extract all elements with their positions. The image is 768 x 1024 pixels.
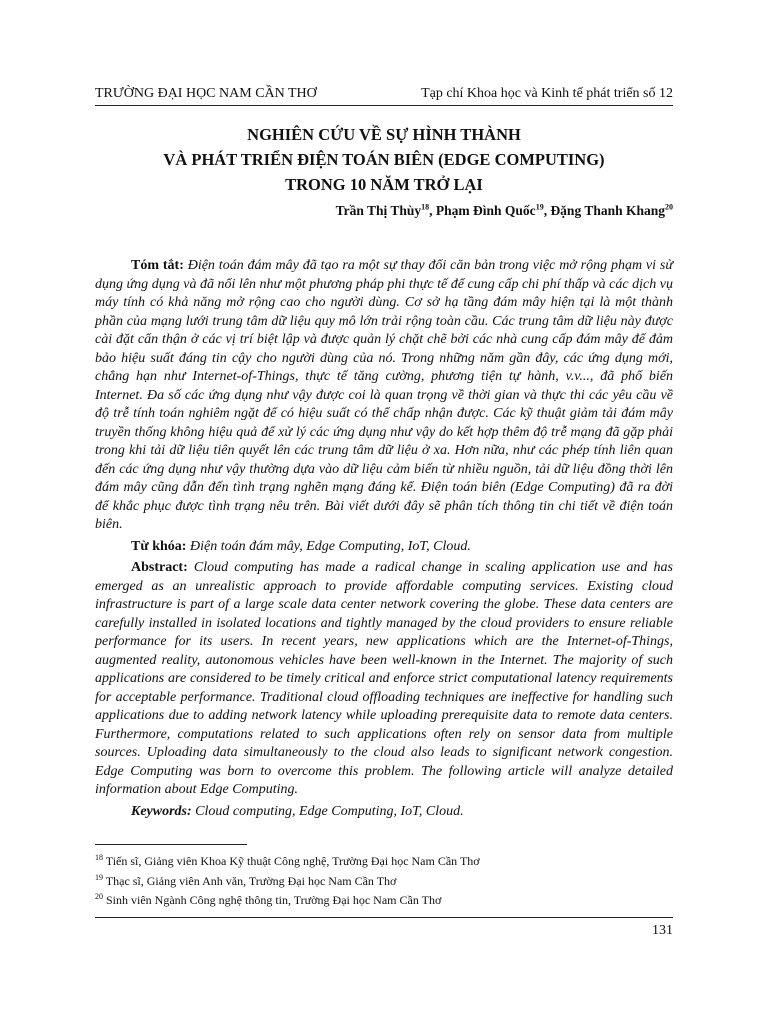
- title-line-3: TRONG 10 NĂM TRỞ LẠI: [285, 175, 483, 194]
- footnote: [95, 891, 673, 911]
- keywords-vi-text: Điện toán đám mây, Edge Computing, IoT, Cloud.: [186, 538, 471, 554]
- running-header: [95, 86, 673, 102]
- paper-title: [95, 122, 673, 197]
- footnote-number: 18: [95, 853, 103, 862]
- keywords-en-label: Keywords:: [131, 803, 192, 819]
- author-name: Đặng Thanh Khang: [550, 203, 665, 218]
- abstract-en-text: Cloud computing has made a radical change in scaling application use and has emerged as an unrealistic approach to provide affordable computing services. Existing cloud infrastructure is part of a large scale data center network covering the globe. These data centers are carefully installed in isolated locations and tightly managed by the cloud providers to ensure reliable performance for its users. In recent years, new applications which are the Internet-of-Things, augmented reality, autonomous vehicles have been well-known in the Internet. The majority of such applications are considered to be timely critical and enforce strict computational latency requirements for acceptable performance. Traditional cloud offloading techniques are ineffective for handling such applications due to adding network latency while uploading prerequisite data to remote data centers. Furthermore, computations related to such applications often rely on sensor data from multiple sources. Uploading data simultaneously to the cloud also leads to significant network congestion. Edge Computing was born to overcome this problem. The following article will analyze detailed information about Edge Computing.: [95, 560, 673, 797]
- header-journal: Tạp chí Khoa học và Kinh tế phát triển số 12: [421, 86, 673, 101]
- header-divider: [95, 105, 673, 106]
- footnote-text: Tiến sĩ, Giảng viên Khoa Kỹ thuật Công nghệ, Trường Đại học Nam Cần Thơ: [103, 854, 480, 868]
- abstract-en: [95, 559, 673, 800]
- footnote-text: Thạc sĩ, Giảng viên Anh văn, Trường Đại học Nam Cần Thơ: [103, 873, 397, 888]
- author-separator: ,: [429, 203, 436, 218]
- author-name: Trần Thị Thùy: [335, 203, 422, 218]
- footnotes: [95, 852, 673, 911]
- summary-vi-text: Điện toán đám mây đã tạo ra một sự thay đổi căn bản trong việc mở rộng phạm vi sử dụng ứng dụng và đã nổi lên như một phương pháp phi thực tế để cung cấp chi phí thấp và các dịch vụ máy tính có khả năng mở rộng cao cho người dùng. Cơ sở hạ tầng đám mây hiện tại là một thành phần của mạng lưới trung tâm dữ liệu quy mô lớn trải rộng toàn cầu. Các trung tâm dữ liệu này được cài đặt cẩn thận ở các vị trí biệt lập và được quản lý chặt chẽ bởi các nhà cung cấp đám mây để đảm bảo hiệu suất đáng tin cậy cho người dùng của nó. Trong những năm gần đây, các ứng dụng mới, chẳng hạn như Internet-of-Things, thực tế tăng cường, phương tiện tự hành, v.v..., đã phổ biến Internet. Đa số các ứng dụng như vậy được coi là quan trọng về thời gian và thực thi các yêu cầu về độ trễ tính toán nghiêm ngặt để có hiệu suất có thể chấp nhận được. Các kỹ thuật giảm tải đám mây truyền thống không hiệu quả để xử lý các ứng dụng như vậy do kết hợp thêm độ trễ mạng đã gặp phải trong khi tải dữ liệu tiên quyết lên các trung tâm dữ liệu ở xa. Hơn nữa, như các phép tính liên quan đến các ứng dụng như vậy thường dựa vào dữ liệu cảm biến từ nhiều nguồn, tải dữ liệu đồng thời lên đám mây cũng dẫn đến tình trạng nghẽn mạng đáng kể. Điện toán biên (Edge Computing) đã ra đời để khắc phục được tình trạng nêu trên. Bài viết dưới đây sẽ phân tích thông tin chi tiết về điện toán biên.: [95, 258, 673, 532]
- page-number: 131: [652, 923, 673, 938]
- footnote: [95, 852, 673, 872]
- footer-divider: [95, 917, 673, 918]
- footnote: [95, 872, 673, 892]
- author-separator: ,: [543, 203, 551, 218]
- keywords-vi-label: Từ khóa:: [131, 538, 187, 554]
- footnote-number: 19: [95, 872, 103, 882]
- footnote-divider: [95, 844, 247, 845]
- abstract-en-label: Abstract:: [131, 560, 188, 575]
- footnote-text: Sinh viên Ngành Công nghệ thông tin, Trường Đại học Nam Cần Thơ: [103, 893, 442, 907]
- abstract-section: [95, 257, 673, 824]
- footnote-number: 20: [95, 892, 103, 901]
- header-institution: TRƯỜNG ĐẠI HỌC NAM CẦN THƠ: [95, 86, 317, 101]
- author-footnote-ref: 19: [535, 202, 544, 212]
- title-line-2: VÀ PHÁT TRIỂN ĐIỆN TOÁN BIÊN (EDGE COMPUTING): [163, 150, 605, 169]
- title-line-1: NGHIÊN CỨU VỀ SỰ HÌNH THÀNH: [247, 125, 521, 144]
- summary-vi-label: Tóm tắt:: [131, 258, 184, 273]
- keywords-en: [95, 803, 673, 822]
- author-footnote-ref: 18: [421, 202, 430, 212]
- author-name: Phạm Đình Quốc: [435, 203, 536, 218]
- keywords-en-text: Cloud computing, Edge Computing, IoT, Cloud.: [191, 803, 464, 819]
- author-footnote-ref: 20: [665, 202, 673, 212]
- author-list: [336, 203, 673, 219]
- keywords-vi: [95, 538, 673, 557]
- summary-vi: [95, 257, 673, 535]
